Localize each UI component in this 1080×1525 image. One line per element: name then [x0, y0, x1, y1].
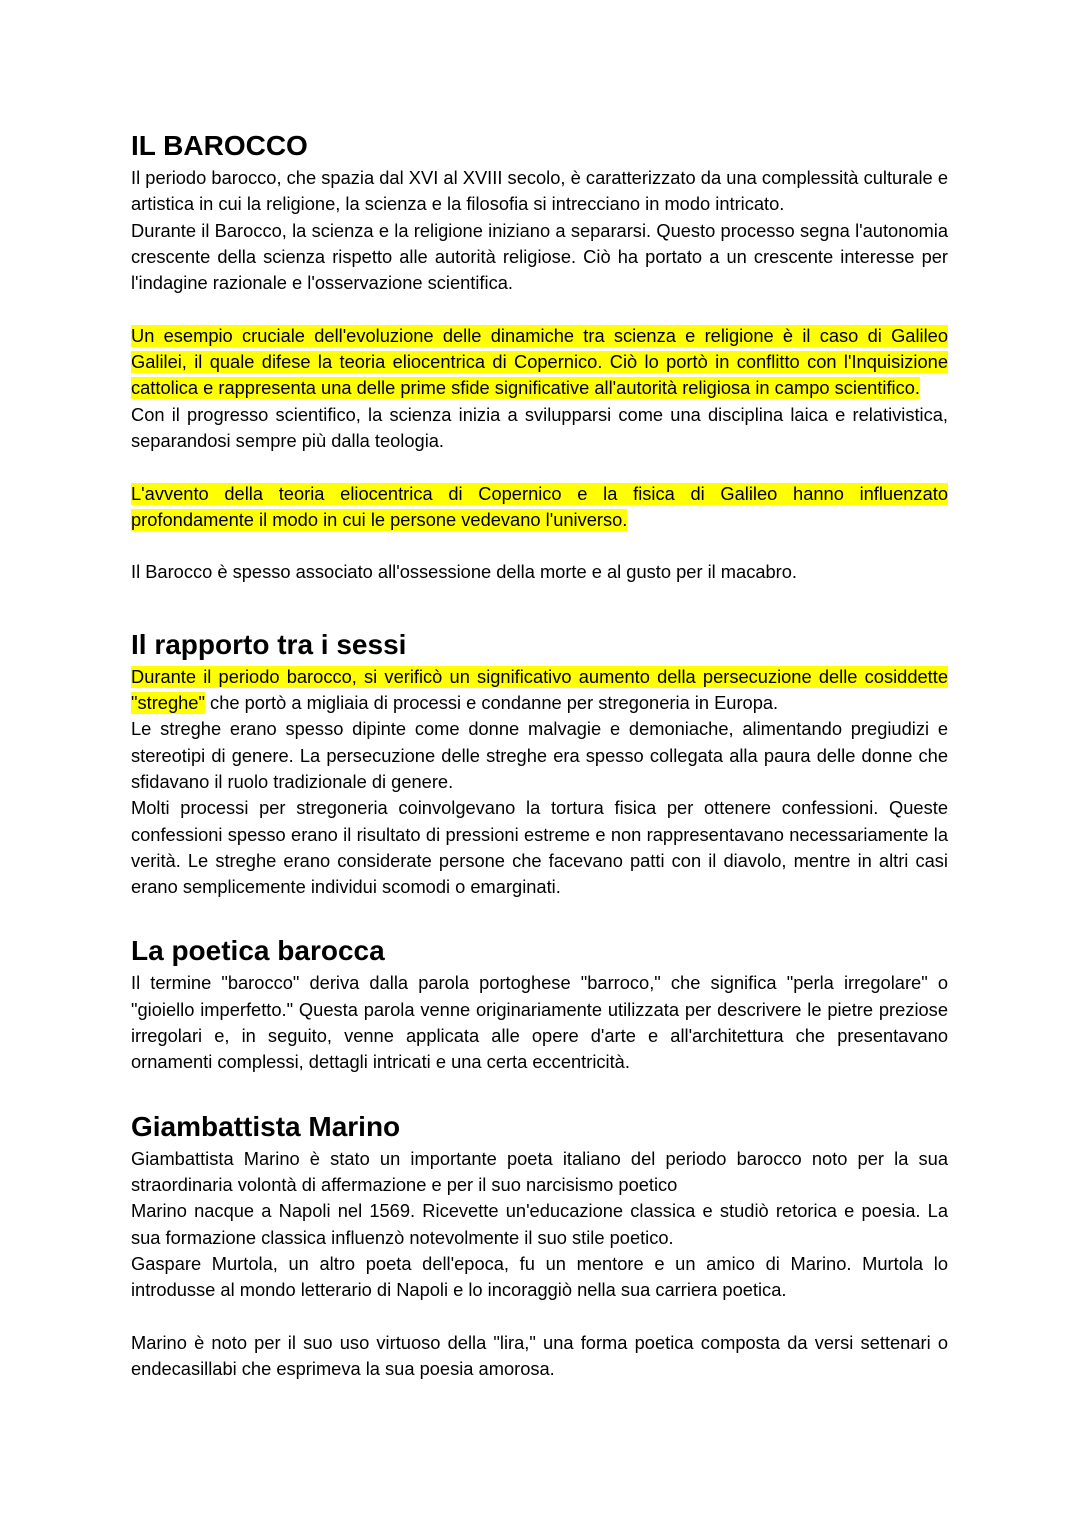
section-rapporto-sessi [131, 626, 948, 901]
paragraph: Il periodo barocco, che spazia dal XVI al XVIII secolo, è caratterizzato da una complessità culturale e artistica in cui la religione, la scienza e la filosofia si intrecciano in modo intricato. [131, 167, 948, 215]
paragraph: Con il progresso scientifico, la scienza inizia a svilupparsi come una disciplina laica e relativistica, separandosi sempre più dalla teologia. [131, 403, 948, 451]
section-heading: IL BAROCCO [131, 130, 308, 161]
highlighted-text: Durante il periodo barocco, si verificò un significativo aumento della persecuzione delle cosiddette "streghe" [131, 665, 948, 714]
section-giambattista-marino [131, 1108, 948, 1383]
paragraph-highlighted [131, 481, 948, 534]
paragraph: Il termine "barocco" deriva dalla parola portoghese "barroco," che significa "perla irregolare" o "gioiello imperfetto." Questa parola venne originariamente utilizzata per descrivere le pietre preziose irregolari e, in seguito, venne applicata alle opere d'arte e all'architettura che presentavano ornamenti complessi, dettagli intricati e una certa eccentricità. [131, 972, 948, 1073]
section-il-barocco [131, 127, 948, 586]
section-heading: La poetica barocca [131, 935, 385, 967]
paragraph: Marino nacque a Napoli nel 1569. Ricevette un'educazione classica e studiò retorica e poesia. La sua formazione classica influenzò notevolmente il suo stile poetico. [131, 1200, 948, 1248]
section-poetica-barocca [131, 932, 948, 1075]
paragraph: Gaspare Murtola, un altro poeta dell'epoca, fu un mentore e un amico di Marino. Murtola lo introdusse al mondo letterario di Napoli e lo incoraggiò nella sua carriera poetica. [131, 1252, 948, 1301]
document-page [131, 127, 948, 1382]
paragraph-highlighted [131, 323, 948, 402]
paragraph: Il Barocco è spesso associato all'ossessione della morte e al gusto per il macabro. [131, 561, 798, 583]
highlighted-text: L'avvento della teoria eliocentrica di Copernico e la fisica di Galileo hanno influenzato profondamente il modo in cui le persone vedevano l'universo. [131, 482, 948, 530]
paragraph: Molti processi per stregoneria coinvolgevano la tortura fisica per ottenere confessioni. Queste confessioni spesso erano il risultato di pressioni estreme e non rappresentavano necessariamente la verità. Le streghe erano considerate persone che facevano patti con il diavolo, mentre in altri casi erano semplicemente individui scomodi o emarginati. [131, 797, 948, 898]
section-heading: Il rapporto tra i sessi [131, 628, 407, 660]
paragraph: Marino è noto per il suo uso virtuoso della "lira," una forma poetica composta da versi settenari o endecasillabi che esprimeva la sua poesia amorosa. [131, 1331, 948, 1379]
highlighted-text: Un esempio cruciale dell'evoluzione delle dinamiche tra scienza e religione è il caso di Galileo Galilei, il quale difese la teoria eliocentrica di Copernico. Ciò lo portò in conflitto con l'Inquisizione cattolica e rappresenta una delle prime sfide significative all'autorità religiosa in campo scientifico. [131, 324, 948, 399]
paragraph: Giambattista Marino è stato un importante poeta italiano del periodo barocco noto per la sua straordinaria volontà di affermazione e per il suo narcisismo poetico [131, 1147, 948, 1195]
paragraph-highlighted [131, 664, 948, 717]
paragraph-text: che portò a migliaia di processi e condanne per stregoneria in Europa. [204, 692, 779, 714]
paragraph: Le streghe erano spesso dipinte come donne malvagie e demoniache, alimentando pregiudizi e stereotipi di genere. La persecuzione delle streghe era spesso collegata alla paura delle donne che sfidavano il ruolo tradizionale di genere. [131, 718, 948, 792]
section-heading: Giambattista Marino [131, 1110, 401, 1142]
paragraph: Durante il Barocco, la scienza e la religione iniziano a separarsi. Questo processo segna l'autonomia crescente della scienza rispetto alle autorità religiose. Ciò ha portato a un crescente interesse per l'indagine razionale e l'osservazione scientifica. [131, 219, 948, 294]
